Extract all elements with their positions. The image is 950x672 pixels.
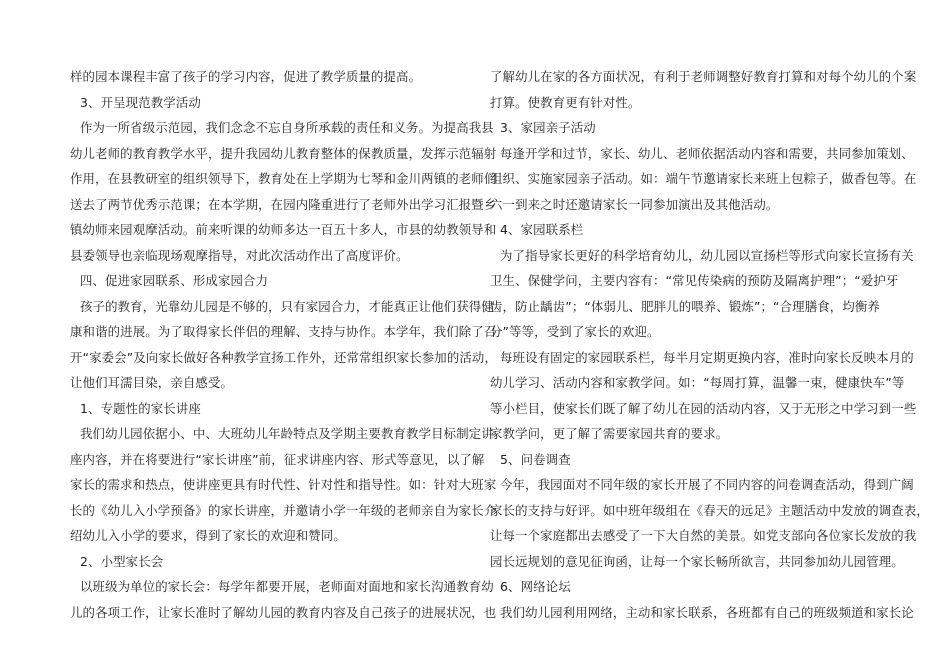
paragraph-line: 家教学问，更了解了需要家园共育的要求。 bbox=[490, 426, 729, 441]
section-heading: 4、家园联系栏 bbox=[500, 222, 584, 237]
paragraph-line: 组织、实施家园亲子活动。如：端午节邀请家长来班上包粽子，做香包等。在 bbox=[490, 171, 917, 186]
section-heading: 2、小型家长会 bbox=[80, 553, 164, 569]
paragraph-line: 开“家委会”及向家长做好各种教学宣扬工作外，还常常组织家长参加的活动， bbox=[70, 349, 497, 365]
paragraph-line: 让每一个家庭都出去感受了一下大自然的美景。如党支部向各位家长发放的我 bbox=[490, 528, 917, 543]
section-heading: 3、家园亲子活动 bbox=[500, 120, 596, 135]
paragraph-line: 家长的需求和热点，使讲座更具有时代性、针对性和指导性。如：针对大班家 bbox=[70, 477, 497, 492]
paragraph-line: 家长的支持与好评。如中班年级组在《春天的远足》主题活动中发放的调查表， bbox=[490, 502, 929, 518]
paragraph-line: 今年，我园面对不同年级的家长开展了不同内容的问卷调查活动，得到广阔 bbox=[500, 477, 914, 492]
paragraph-line: 每逢开学和过节，家长、幼儿、老师依据活动内容和需要，共同参加策划、 bbox=[500, 145, 914, 161]
paragraph-line: 幼儿学习、活动内容和家教学问。如：“每周打算，温馨一束，健康快车”等 bbox=[490, 375, 905, 390]
paragraph-line: 等小栏目，使家长们既了解了幼儿在园的活动内容，又于无形之中学习到一些 bbox=[490, 400, 917, 416]
section-heading: 四、促进家园联系、形成家园合力 bbox=[80, 273, 269, 288]
paragraph-line: 镇幼师来园观摩活动。前来听课的幼师多达一百五十多人，市县的幼教领导和 bbox=[70, 222, 497, 237]
paragraph-line: 为了指导家长更好的科学培育幼儿，幼儿园以宣扬栏等形式向家长宣扬有关 bbox=[500, 247, 914, 263]
paragraph-line: 送去了两节优秀示范课；在本学期，在园内隆重进行了老师外出学习汇报暨乡 bbox=[70, 196, 497, 212]
paragraph-line: 绍幼儿入小学的要求，得到了家长的欢迎和赞同。 bbox=[70, 528, 346, 543]
paragraph-line: 我们幼儿园利用网络，主动和家长联系，各班都有自己的班级频道和家长论 bbox=[500, 604, 914, 620]
section-heading: 3、开呈现范教学活动 bbox=[80, 94, 201, 110]
paragraph-line: 园长远规划的意见征询函，让每一个家长畅所欲言，共同参加幼儿园管理。 bbox=[490, 553, 904, 569]
paragraph-line: 以班级为单位的家长会：每学年都要开展，老师面对面地和家长沟通教育幼 bbox=[80, 579, 494, 594]
paragraph-line: 打算。使教育更有针对性。 bbox=[490, 94, 641, 110]
paragraph-line: 康和谐的进展。为了取得家长伴侣的理解、支持与协作。本学年，我们除了召 bbox=[70, 324, 497, 339]
paragraph-line: 座内容，并在将要进行“家长讲座”前，征求讲座内容、形式等意见，以了解 bbox=[70, 451, 485, 467]
paragraph-line: 让他们耳濡目染，亲自感受。 bbox=[70, 375, 234, 390]
paragraph-line: 每班设有固定的家园联系栏，每半月定期更换内容，准时向家长反映本月的 bbox=[500, 349, 914, 365]
paragraph-line: 我们幼儿园依据小、中、大班幼儿年龄特点及学期主要教育教学目标制定讲 bbox=[80, 426, 494, 441]
section-heading: 1、专题性的家长讲座 bbox=[80, 400, 201, 416]
right-column bbox=[490, 64, 929, 625]
paragraph-line: 作用，在县教研室的组织领导下，教育处在上学期为七琴和金川两镇的老师们 bbox=[70, 171, 497, 186]
paragraph-line: 幼儿老师的教育教学水平，提升我园幼儿教育整体的保教质量，发挥示范辐射 bbox=[70, 145, 497, 161]
paragraph-line: 分”等等，受到了家长的欢迎。 bbox=[490, 324, 660, 339]
section-heading: 5、问卷调查 bbox=[500, 451, 571, 467]
paragraph-line: 齿，防止龋齿”；“体弱儿、肥胖儿的喂养、锻炼”；“合理膳食，均衡养 bbox=[490, 298, 880, 314]
paragraph-line: 卫生、保健学问，主要内容有：“常见传染病的预防及隔离护理”；“爱护牙 bbox=[490, 273, 899, 288]
section-heading: 6、网络论坛 bbox=[500, 579, 571, 594]
paragraph-line: 样的园本课程丰富了孩子的学习内容，促进了教学质量的提高。 bbox=[70, 69, 422, 84]
paragraph-line: 了解幼儿在家的各方面状况，有利于老师调整好教育打算和对每个幼儿的个案 bbox=[490, 69, 917, 84]
paragraph-line: 作为一所省级示范园，我们念念不忘自身所承载的责任和义务。为提高我县 bbox=[80, 120, 494, 135]
paragraph-line: 儿的各项工作，让家长准时了解幼儿园的教育内容及自己孩子的进展状况，也 bbox=[70, 604, 497, 620]
left-column bbox=[70, 64, 497, 625]
paragraph-line: 长的《幼儿入小学预备》的家长讲座，并邀请小学一年级的老师亲自为家长介 bbox=[70, 502, 497, 518]
paragraph-line: 六一到来之时还邀请家长一同参加演出及其他活动。 bbox=[490, 196, 779, 212]
paragraph-line: 孩子的教育，光靠幼儿园是不够的，只有家园合力，才能真正让他们获得健 bbox=[80, 298, 494, 314]
paragraph-line: 县委领导也亲临现场观摩指导，对此次活动作出了高度评价。 bbox=[70, 247, 409, 263]
